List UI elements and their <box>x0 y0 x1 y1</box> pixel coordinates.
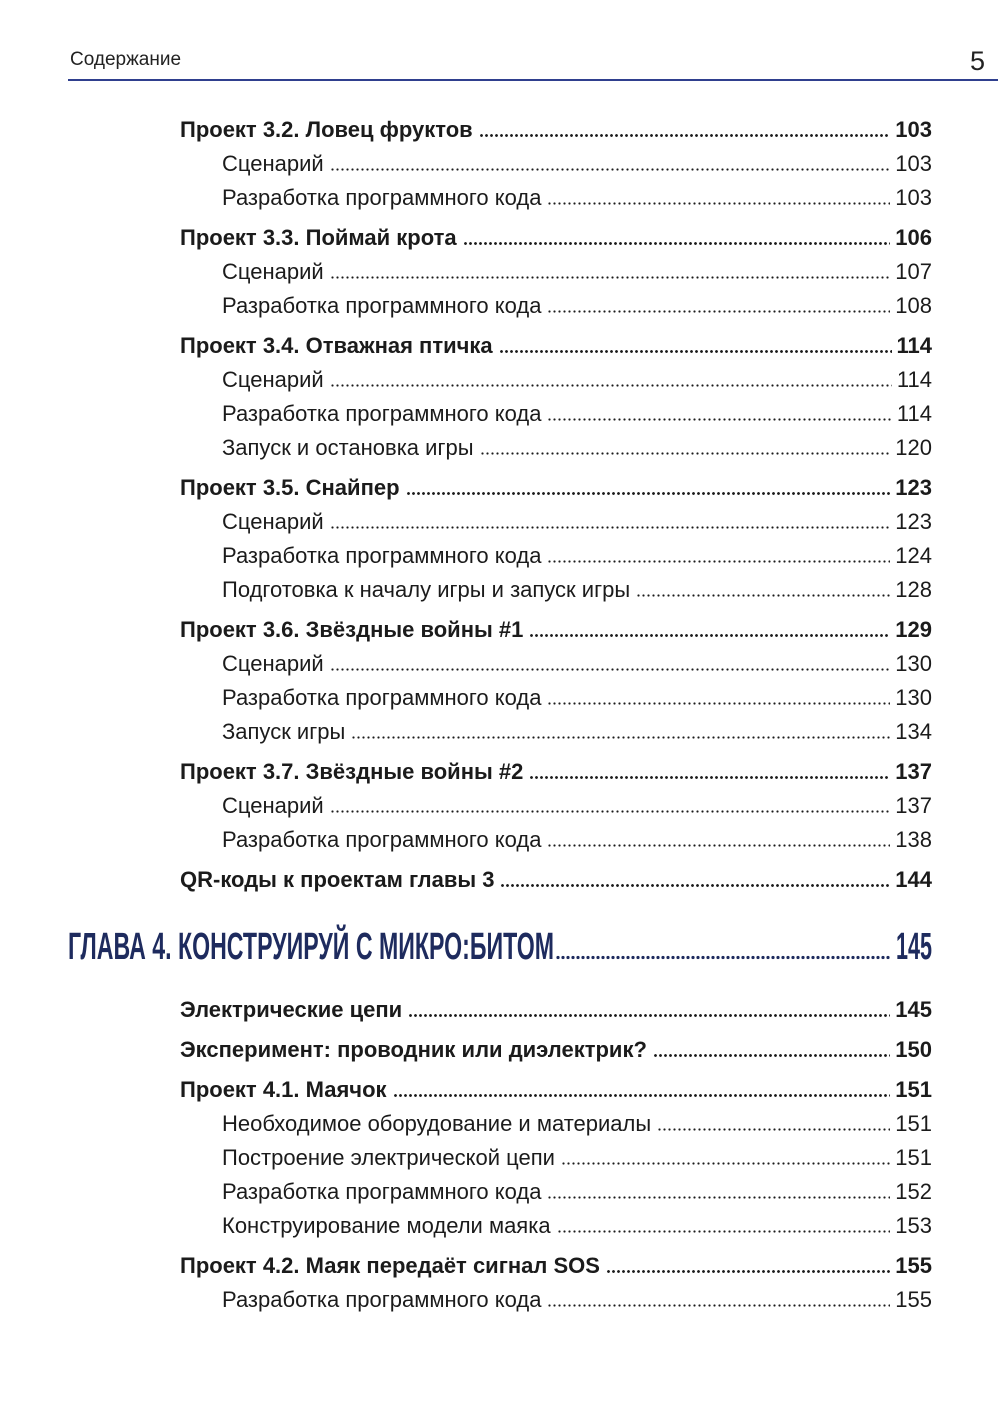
toc-entry-qr-codes <box>180 863 932 897</box>
dot-leader <box>393 1094 891 1097</box>
toc-entry-page: 151 <box>895 1077 932 1102</box>
toc-subentry-page: 138 <box>895 827 932 852</box>
toc-subentry-page: 103 <box>895 185 932 210</box>
dot-leader <box>547 418 891 421</box>
dot-leader <box>406 492 891 495</box>
toc-subentry-page: 152 <box>895 1179 932 1204</box>
toc-subentry-page: 108 <box>895 293 932 318</box>
toc-subentry <box>180 1107 932 1141</box>
toc-entry-project-3-6 <box>180 613 932 749</box>
toc-entry-project-3-3 <box>180 221 932 323</box>
toc-entry-title: Проект 4.2. Маяк передаёт сигнал SOS <box>180 1253 600 1278</box>
toc-subentry <box>180 681 932 715</box>
dot-leader <box>330 526 891 529</box>
toc-subentry <box>180 255 932 289</box>
toc-subentry-page: 107 <box>895 259 932 284</box>
chapter-heading <box>0 918 1000 968</box>
dot-leader <box>351 736 890 739</box>
toc-subentry-page: 120 <box>895 435 932 460</box>
toc-entry-title: Электрические цепи <box>180 997 403 1022</box>
toc-entry-page: 155 <box>895 1253 932 1278</box>
dot-leader <box>500 884 890 887</box>
toc-entry-page: 114 <box>896 333 932 358</box>
dot-leader <box>330 276 891 279</box>
toc-subentry-page: 123 <box>895 509 932 534</box>
dot-leader <box>557 1230 891 1233</box>
toc-entry-row <box>180 113 932 147</box>
dot-leader <box>547 702 890 705</box>
toc-subentry-page: 151 <box>895 1145 932 1170</box>
dot-leader <box>547 1304 890 1307</box>
toc-entry-page: 145 <box>895 997 932 1022</box>
toc-entry-title: Проект 4.1. Маячок <box>180 1077 387 1102</box>
toc-subentry-title: Разработка программного кода <box>222 827 542 852</box>
toc-entry-row <box>180 863 932 897</box>
toc-subentry <box>180 539 932 573</box>
toc-subentry-page: 114 <box>896 367 932 392</box>
dot-leader <box>330 668 891 671</box>
toc-list-chapter-4 <box>180 993 932 1317</box>
toc-entry-page: 123 <box>895 475 932 500</box>
toc-entry-page: 106 <box>895 225 932 250</box>
dot-leader <box>547 202 890 205</box>
toc-subentry <box>180 397 932 431</box>
toc-entry-title: Проект 3.7. Звёздные войны #2 <box>180 759 524 784</box>
toc-entry-row <box>180 329 932 363</box>
toc-entry-page: 103 <box>895 117 932 142</box>
dot-leader <box>547 1196 890 1199</box>
dot-leader <box>547 310 890 313</box>
toc-subentry-page: 124 <box>895 543 932 568</box>
page-number: 5 <box>969 46 985 76</box>
toc-entry-row <box>180 1249 932 1283</box>
toc-subentry-page: 130 <box>895 651 932 676</box>
toc-subentry-page: 130 <box>895 685 932 710</box>
dot-leader <box>529 634 890 637</box>
toc-subentry-title: Сценарий <box>222 151 324 176</box>
dot-leader <box>330 168 891 171</box>
toc-entry-title: Проект 3.3. Поймай крота <box>180 225 457 250</box>
toc-subentry-title: Запуск и остановка игры <box>222 435 474 460</box>
toc-entry-experiment <box>180 1033 932 1067</box>
toc-subentry <box>180 181 932 215</box>
toc-entry-row <box>180 755 932 789</box>
toc-subentry-title: Разработка программного кода <box>222 543 542 568</box>
toc-subentry-title: Разработка программного кода <box>222 1179 542 1204</box>
toc-subentry-title: Сценарий <box>222 367 324 392</box>
toc-subentry-title: Сценарий <box>222 793 324 818</box>
dot-leader <box>463 242 891 245</box>
toc-subentry <box>180 647 932 681</box>
toc-entry-row <box>180 1073 932 1107</box>
dot-leader <box>529 776 890 779</box>
toc-subentry-title: Разработка программного кода <box>222 185 542 210</box>
toc-subentry-page: 137 <box>895 793 932 818</box>
toc-subentry-title: Сценарий <box>222 509 324 534</box>
header-rule <box>68 79 998 81</box>
dot-leader <box>330 384 892 387</box>
toc-entry-title: Проект 3.4. Отважная птичка <box>180 333 493 358</box>
toc-subentry <box>180 823 932 857</box>
toc-subentry <box>180 363 932 397</box>
dot-leader <box>547 560 890 563</box>
toc-subentry-page: 103 <box>895 151 932 176</box>
toc-subentry-title: Разработка программного кода <box>222 293 542 318</box>
toc-entry-project-3-2 <box>180 113 932 215</box>
dot-leader <box>657 1128 890 1131</box>
toc-subentry <box>180 1283 932 1317</box>
toc-subentry-title: Конструирование модели маяка <box>222 1213 551 1238</box>
dot-leader <box>499 350 892 353</box>
toc-subentry <box>180 1209 932 1243</box>
toc-subentry-page: 134 <box>895 719 932 744</box>
toc-entry-title: QR-коды к проектам главы 3 <box>180 867 495 892</box>
toc-subentry-page: 151 <box>895 1111 932 1136</box>
dot-leader <box>547 844 890 847</box>
toc-subentry <box>180 147 932 181</box>
toc-list-chapter-3 <box>180 113 932 897</box>
toc-subentry <box>180 789 932 823</box>
toc-entry-project-4-2 <box>180 1249 932 1317</box>
toc-entry-project-3-4 <box>180 329 932 465</box>
toc-entry-title: Эксперимент: проводник или диэлектрик? <box>180 1037 647 1062</box>
dot-leader <box>330 810 891 813</box>
dot-leader <box>653 1054 890 1057</box>
toc-entry-page: 150 <box>895 1037 932 1062</box>
toc-entry-title: Проект 3.5. Снайпер <box>180 475 400 500</box>
toc-entry-page: 144 <box>895 867 932 892</box>
toc-entry-row <box>180 613 932 647</box>
toc-subentry-page: 155 <box>895 1287 932 1312</box>
toc-entry-title: Проект 3.6. Звёздные войны #1 <box>180 617 524 642</box>
toc-subentry <box>180 715 932 749</box>
dot-leader <box>561 1162 890 1165</box>
toc-entry-project-3-7 <box>180 755 932 857</box>
dot-leader <box>606 1270 890 1273</box>
dot-leader <box>480 452 891 455</box>
toc-subentry <box>180 505 932 539</box>
toc-entry-title: Проект 3.2. Ловец фруктов <box>180 117 473 142</box>
toc-entry-project-4-1 <box>180 1073 932 1243</box>
dot-leader <box>479 134 891 137</box>
toc-subentry-page: 153 <box>895 1213 932 1238</box>
toc-subentry <box>180 1175 932 1209</box>
toc-subentry <box>180 289 932 323</box>
toc-subentry-title: Построение электрической цепи <box>222 1145 555 1170</box>
chapter-title: ГЛАВА 4. КОНСТРУИРУЙ С МИКРО:БИТОМ <box>68 926 866 968</box>
toc-subentry-title: Разработка программного кода <box>222 1287 542 1312</box>
toc-subentry-title: Запуск игры <box>222 719 346 744</box>
toc-entry-row <box>180 993 932 1027</box>
toc-entry-row <box>180 471 932 505</box>
toc-subentry-title: Подготовка к началу игры и запуск игры <box>222 577 631 602</box>
toc-entry-electric-circuits <box>180 993 932 1027</box>
toc-subentry-title: Разработка программного кода <box>222 401 542 426</box>
toc-subentry-title: Сценарий <box>222 259 324 284</box>
toc-subentry <box>180 1141 932 1175</box>
toc-entry-page: 137 <box>895 759 932 784</box>
toc-subentry <box>180 573 932 607</box>
dot-leader <box>408 1014 890 1017</box>
toc-entry-row <box>180 1033 932 1067</box>
toc-entry-project-3-5 <box>180 471 932 607</box>
toc-subentry-title: Разработка программного кода <box>222 685 542 710</box>
toc-subentry-title: Необходимое оборудование и материалы <box>222 1111 652 1136</box>
toc-subentry-page: 128 <box>895 577 932 602</box>
toc-entry-page: 129 <box>895 617 932 642</box>
toc-subentry-title: Сценарий <box>222 651 324 676</box>
chapter-page: 145 <box>896 926 932 968</box>
running-head: Содержание <box>70 49 182 70</box>
toc-subentry <box>180 431 932 465</box>
toc-subentry-page: 114 <box>896 401 932 426</box>
dot-leader <box>636 594 890 597</box>
toc-entry-row <box>180 221 932 255</box>
